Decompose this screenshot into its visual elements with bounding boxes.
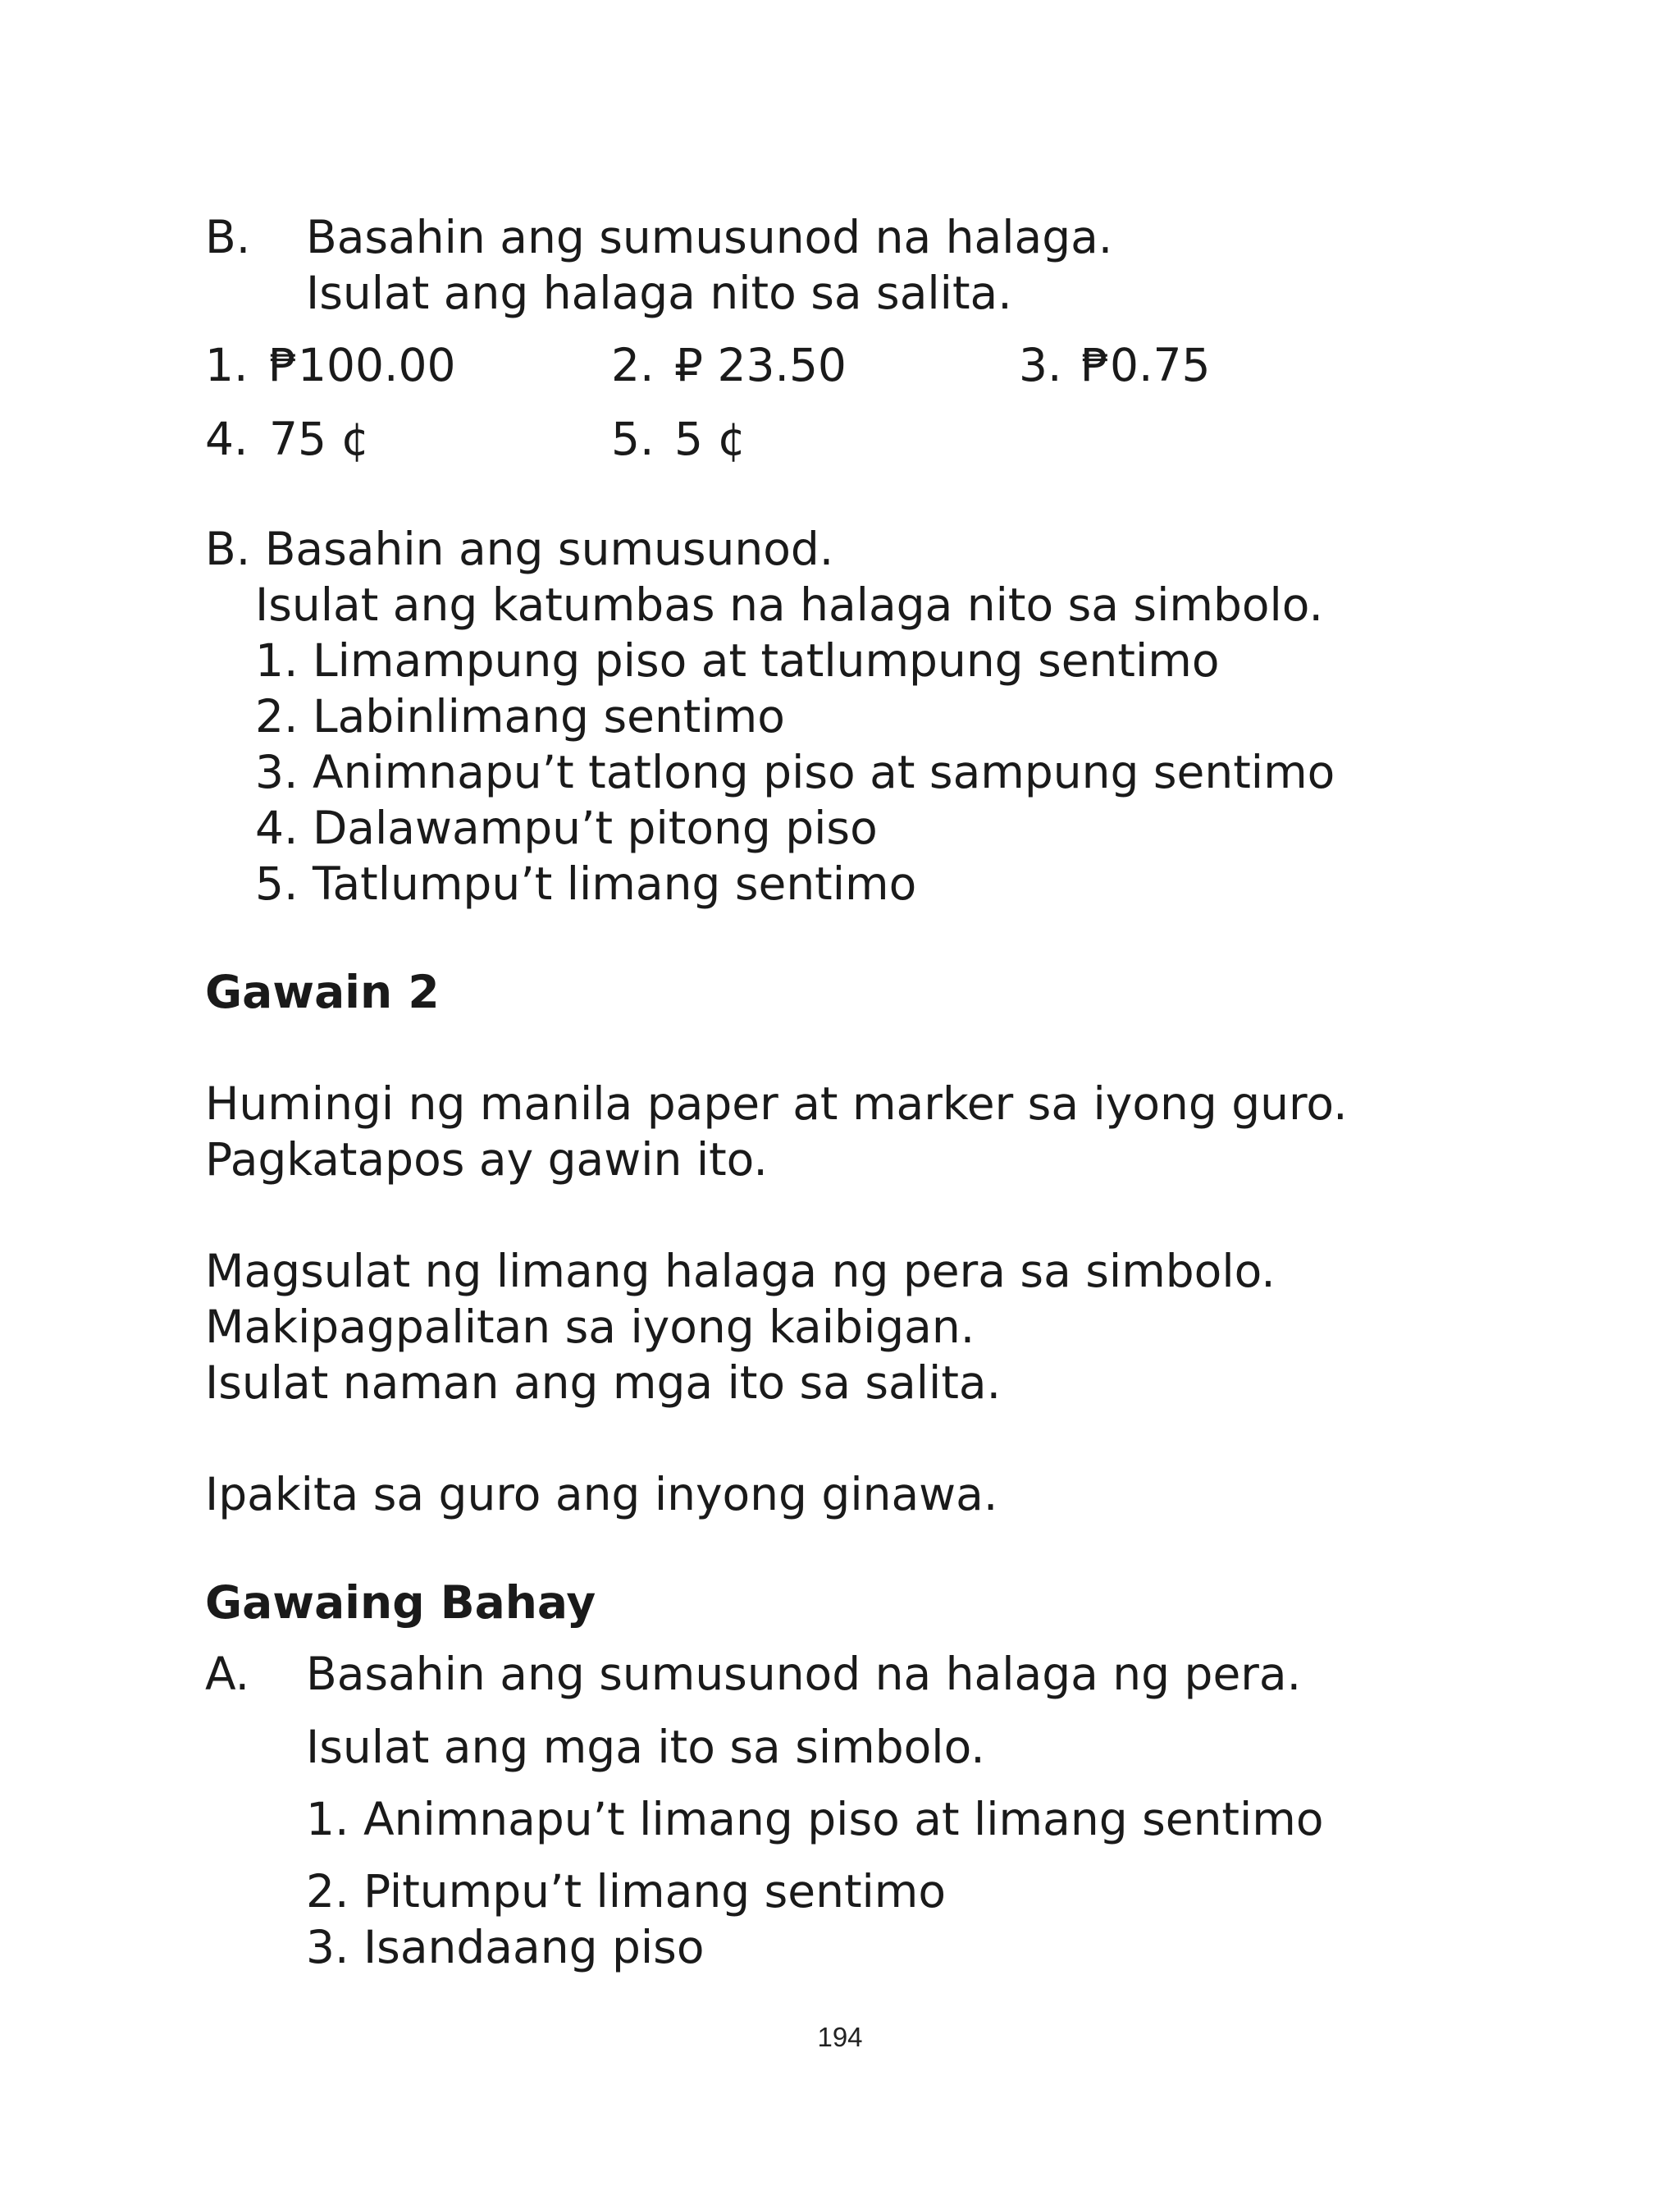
item-number: 4. xyxy=(205,413,249,465)
item-number: 2. xyxy=(611,339,655,391)
instruction-line: Isulat ang katumbas na halaga nito sa simbolo. xyxy=(255,578,1323,631)
instruction-line: Basahin ang sumusunod na halaga ng pera. xyxy=(306,1648,1302,1700)
money-value: ₱0.75 xyxy=(1081,339,1211,391)
instruction-line: B. Basahin ang sumusunod. xyxy=(205,523,834,575)
paragraph-line: Ipakita sa guro ang inyong ginawa. xyxy=(205,1468,998,1520)
section-heading: Gawaing Bahay xyxy=(205,1576,596,1629)
list-item: 3. Animnapu’t tatlong piso at sampung sentimo xyxy=(255,746,1335,798)
instruction-line: Isulat ang mga ito sa simbolo. xyxy=(306,1721,985,1773)
list-item: 2. Labinlimang sentimo xyxy=(255,690,785,743)
item-number: 5. xyxy=(611,413,655,465)
list-item: 3. Isandaang piso xyxy=(306,1921,705,1973)
instruction-line: Basahin ang sumusunod na halaga. xyxy=(306,211,1113,263)
money-value: 5 ¢ xyxy=(674,413,746,465)
money-value: 75 ¢ xyxy=(269,413,370,465)
page-number: 194 xyxy=(817,2022,863,2052)
list-item: 1. Animnapu’t limang piso at limang sentimo xyxy=(306,1793,1324,1845)
paragraph-line: Makipagpalitan sa iyong kaibigan. xyxy=(205,1301,975,1353)
paragraph-line: Pagkatapos ay gawin ito. xyxy=(205,1133,768,1186)
paragraph-line: Isulat naman ang mga ito sa salita. xyxy=(205,1356,1002,1409)
list-item: 1. Limampung piso at tatlumpung sentimo xyxy=(255,634,1220,687)
instruction-line: Isulat ang halaga nito sa salita. xyxy=(306,267,1012,319)
item-number: 3. xyxy=(1019,339,1062,391)
list-item: 2. Pitumpu’t limang sentimo xyxy=(306,1865,947,1918)
item-number: 1. xyxy=(205,339,249,391)
paragraph-line: Magsulat ng limang halaga ng pera sa simbolo. xyxy=(205,1245,1276,1297)
list-item: 5. Tatlumpu’t limang sentimo xyxy=(255,857,917,910)
list-item: 4. Dalawampu’t pitong piso xyxy=(255,802,878,854)
paragraph-line: Humingi ng manila paper at marker sa iyong guro. xyxy=(205,1077,1348,1130)
money-value: ₽ 23.50 xyxy=(674,339,847,391)
money-value: ₱100.00 xyxy=(269,339,456,391)
section-marker: A. xyxy=(205,1648,250,1700)
section-marker: B. xyxy=(205,211,251,263)
section-heading: Gawain 2 xyxy=(205,966,440,1018)
